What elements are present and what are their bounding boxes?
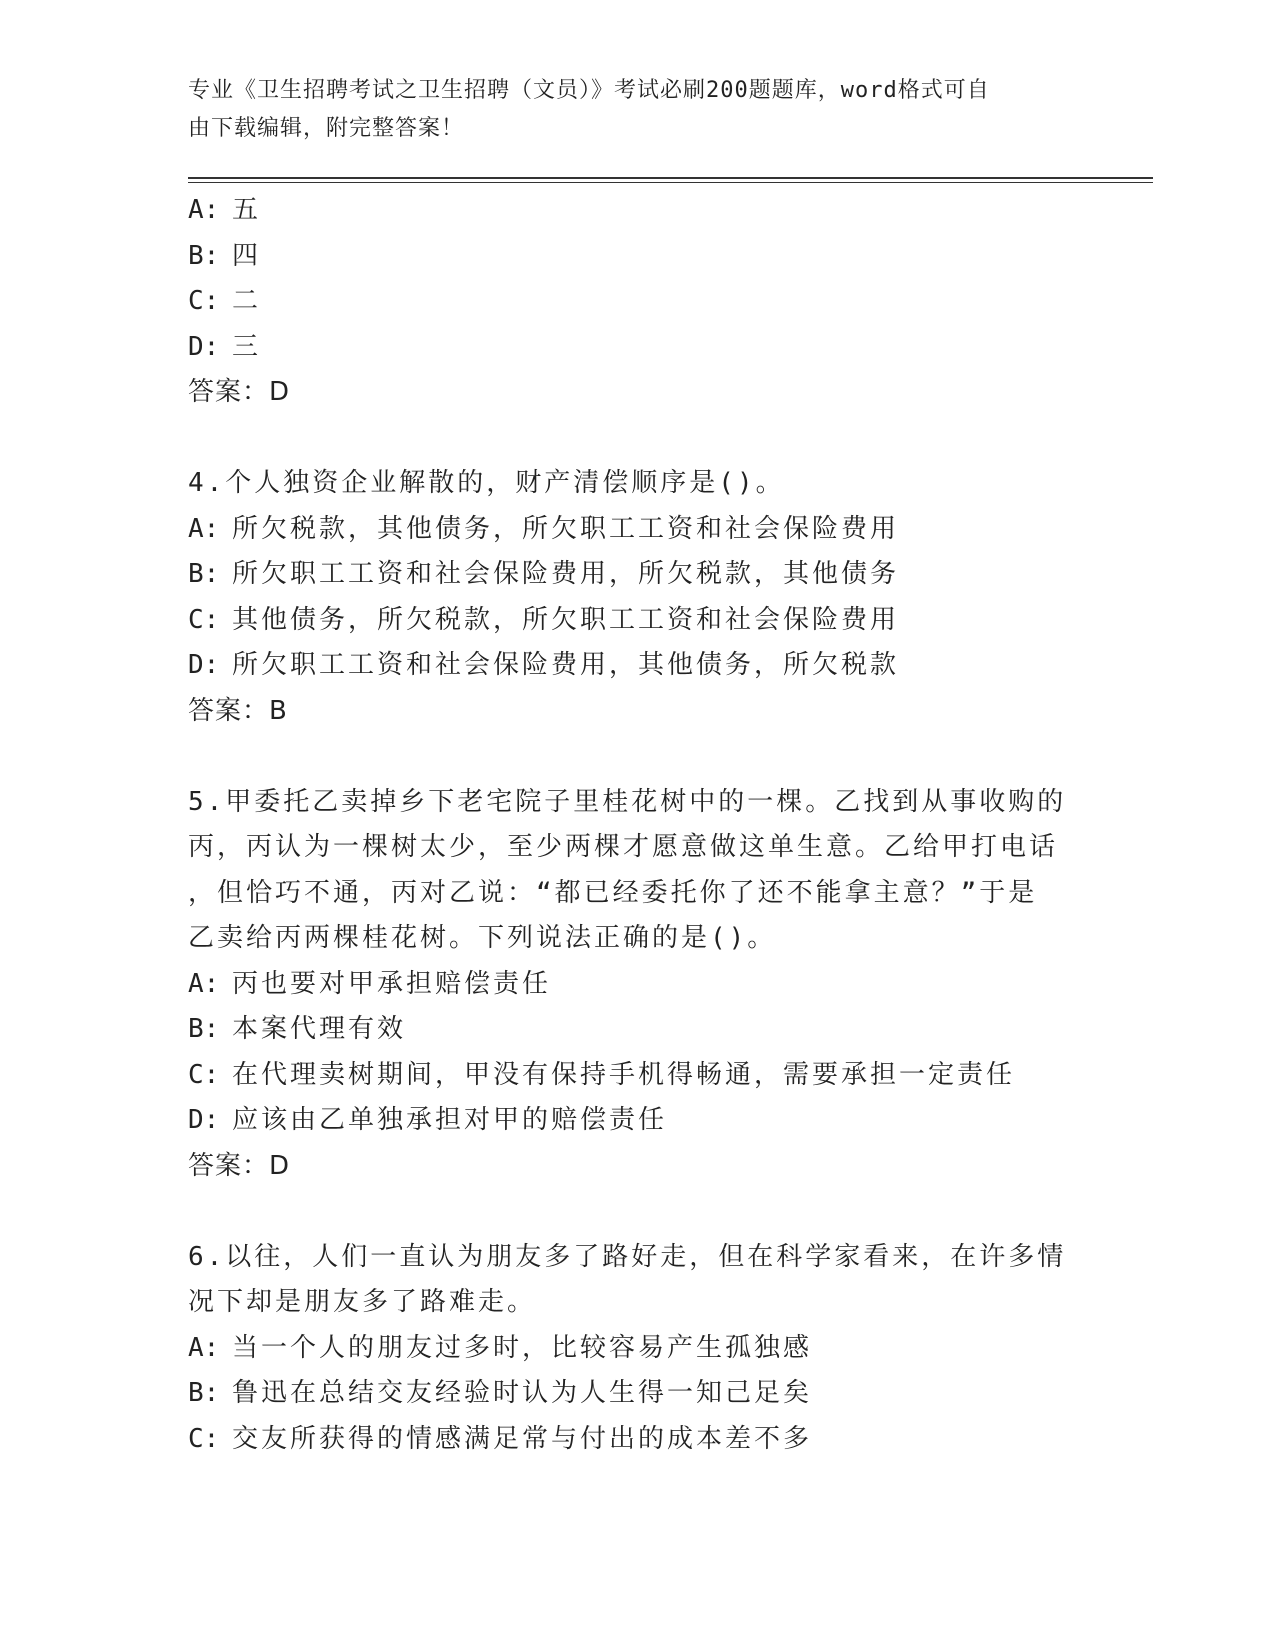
header-line-1: 专业《卫生招聘考试之卫生招聘（文员）》考试必刷200题题库，word格式可自 xyxy=(188,78,990,103)
option-d xyxy=(188,325,1088,371)
option-label: A: xyxy=(188,968,220,999)
option-label: D: xyxy=(188,1105,220,1135)
question-stem: 6.以往，人们一直认为朋友多了路好走，但在科学家看来，在许多情 xyxy=(188,1241,1067,1272)
option-label: C: xyxy=(188,604,220,635)
option-d xyxy=(188,1098,1088,1144)
option-text: 五 xyxy=(232,195,262,225)
option-text: 所欠职工工资和社会保险费用，其他债务，所欠税款 xyxy=(232,650,900,680)
question-stem: 丙，丙认为一棵树太少，至少两棵才愿意做这单生意。乙给甲打电话 xyxy=(188,832,1059,862)
question-5 xyxy=(188,780,1088,1190)
answer-line: 答案：D xyxy=(188,1150,291,1181)
question-stem: 4.个人独资企业解散的，财产清偿顺序是()。 xyxy=(188,468,785,498)
question-6 xyxy=(188,1235,1088,1463)
option-text: 在代理卖树期间，甲没有保持手机得畅通，需要承担一定责任 xyxy=(232,1059,1016,1090)
option-label: B: xyxy=(188,1378,220,1408)
option-text: 所欠职工工资和社会保险费用，所欠税款，其他债务 xyxy=(232,559,900,589)
document-header xyxy=(188,72,1068,148)
question-stem: 况下却是朋友多了路难走。 xyxy=(188,1287,537,1317)
question-spacer xyxy=(188,1189,1088,1235)
option-text: 交友所获得的情感满足常与付出的成本差不多 xyxy=(232,1423,813,1454)
option-c xyxy=(188,279,1088,325)
option-label: B: xyxy=(188,1014,220,1044)
option-text: 鲁迅在总结交友经验时认为人生得一知己足矣 xyxy=(232,1378,813,1408)
option-text: 当一个人的朋友过多时，比较容易产生孤独感 xyxy=(232,1332,813,1363)
question-stem: ，但恰巧不通，丙对乙说：“都已经委托你了还不能拿主意？”于是 xyxy=(188,877,1038,908)
option-d xyxy=(188,643,1088,689)
option-text: 二 xyxy=(232,286,262,316)
option-b xyxy=(188,552,1088,598)
option-b xyxy=(188,234,1088,280)
option-text: 丙也要对甲承担赔偿责任 xyxy=(232,968,552,999)
question-spacer xyxy=(188,416,1088,462)
option-a xyxy=(188,962,1088,1008)
question-spacer xyxy=(188,734,1088,780)
question-4 xyxy=(188,461,1088,734)
option-label: B: xyxy=(188,559,220,589)
option-text: 其他债务，所欠税款，所欠职工工资和社会保险费用 xyxy=(232,604,900,635)
option-label: A: xyxy=(188,195,220,225)
option-label: A: xyxy=(188,1332,220,1363)
option-c xyxy=(188,1417,1088,1463)
question-stem: 5.甲委托乙卖掉乡下老宅院子里桂花树中的一棵。乙找到从事收购的 xyxy=(188,786,1067,817)
option-label: C: xyxy=(188,286,220,316)
option-a xyxy=(188,1326,1088,1372)
option-c xyxy=(188,1053,1088,1099)
option-text: 四 xyxy=(232,240,262,271)
option-text: 所欠税款，其他债务，所欠职工工资和社会保险费用 xyxy=(232,513,900,544)
option-label: C: xyxy=(188,1423,220,1454)
option-text: 应该由乙单独承担对甲的赔偿责任 xyxy=(232,1105,668,1135)
option-label: A: xyxy=(188,513,220,544)
header-line-2: 由下载编辑，附完整答案！ xyxy=(188,116,465,141)
option-a xyxy=(188,188,1088,234)
question-list xyxy=(188,188,1088,1462)
option-b xyxy=(188,1007,1088,1053)
option-text: 本案代理有效 xyxy=(232,1014,407,1044)
option-c xyxy=(188,598,1088,644)
option-label: D: xyxy=(188,331,220,362)
option-b xyxy=(188,1371,1088,1417)
option-label: C: xyxy=(188,1059,220,1090)
option-label: D: xyxy=(188,650,220,680)
option-a xyxy=(188,507,1088,553)
header-divider-thin xyxy=(188,182,1153,183)
option-text: 三 xyxy=(232,331,262,362)
answer-line: 答案：D xyxy=(188,377,291,407)
answer-line: 答案：B xyxy=(188,695,288,726)
question-3 xyxy=(188,188,1088,416)
header-divider-thick xyxy=(188,177,1153,179)
option-label: B: xyxy=(188,240,220,271)
question-stem: 乙卖给丙两棵桂花树。下列说法正确的是()。 xyxy=(188,923,777,953)
